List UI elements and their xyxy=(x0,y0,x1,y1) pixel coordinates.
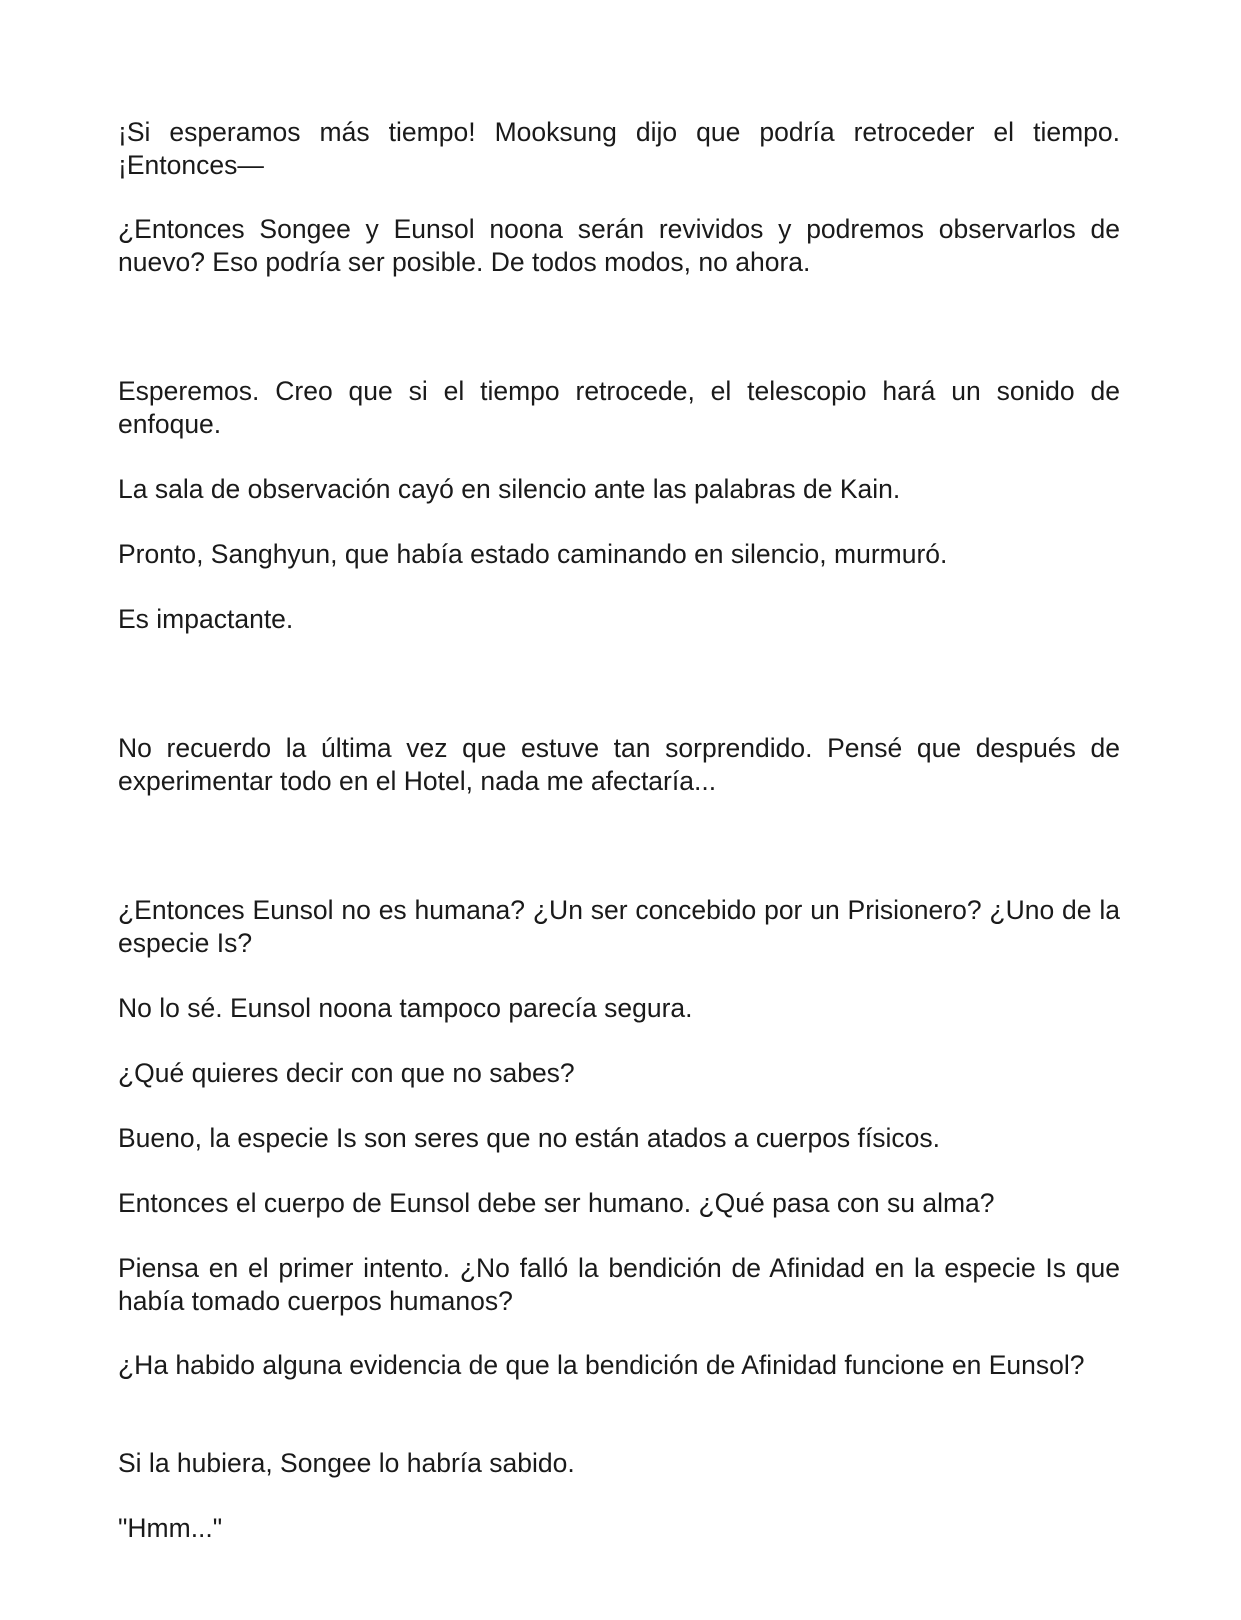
paragraph-14: ¿Ha habido alguna evidencia de que la bendición de Afinidad funcione en Eunsol? xyxy=(118,1350,1085,1380)
paragraph-16: "Hmm..." xyxy=(118,1513,223,1543)
paragraph-4: La sala de observación cayó en silencio ante las palabras de Kain. xyxy=(118,474,901,504)
paragraph-13: Piensa en el primer intento. ¿No falló la bendición de Afinidad en la especie Is que había tomado cuerpos humanos? xyxy=(118,1253,1120,1316)
paragraph-7: No recuerdo la última vez que estuve tan sorprendido. Pensé que después de experimentar todo en el Hotel, nada me afectaría... xyxy=(118,733,1120,796)
paragraph-12: Entonces el cuerpo de Eunsol debe ser humano. ¿Qué pasa con su alma? xyxy=(118,1188,995,1218)
paragraph-10: ¿Qué quieres decir con que no sabes? xyxy=(118,1058,575,1088)
paragraph-5: Pronto, Sanghyun, que había estado caminando en silencio, murmuró. xyxy=(118,539,948,569)
paragraph-1: ¡Si esperamos más tiempo! Mooksung dijo que podría retroceder el tiempo. ¡Entonces— xyxy=(118,117,1120,180)
paragraph-2: ¿Entonces Songee y Eunsol noona serán revividos y podremos observarlos de nuevo? Eso podría ser posible. De todos modos, no ahora. xyxy=(118,214,1120,277)
paragraph-9: No lo sé. Eunsol noona tampoco parecía segura. xyxy=(118,993,693,1023)
paragraph-6: Es impactante. xyxy=(118,604,294,634)
paragraph-15: Si la hubiera, Songee lo habría sabido. xyxy=(118,1448,575,1478)
paragraph-11: Bueno, la especie Is son seres que no están atados a cuerpos físicos. xyxy=(118,1123,941,1153)
paragraph-3: Esperemos. Creo que si el tiempo retrocede, el telescopio hará un sonido de enfoque. xyxy=(118,376,1120,439)
paragraph-8: ¿Entonces Eunsol no es humana? ¿Un ser concebido por un Prisionero? ¿Uno de la especie Is? xyxy=(118,895,1120,958)
